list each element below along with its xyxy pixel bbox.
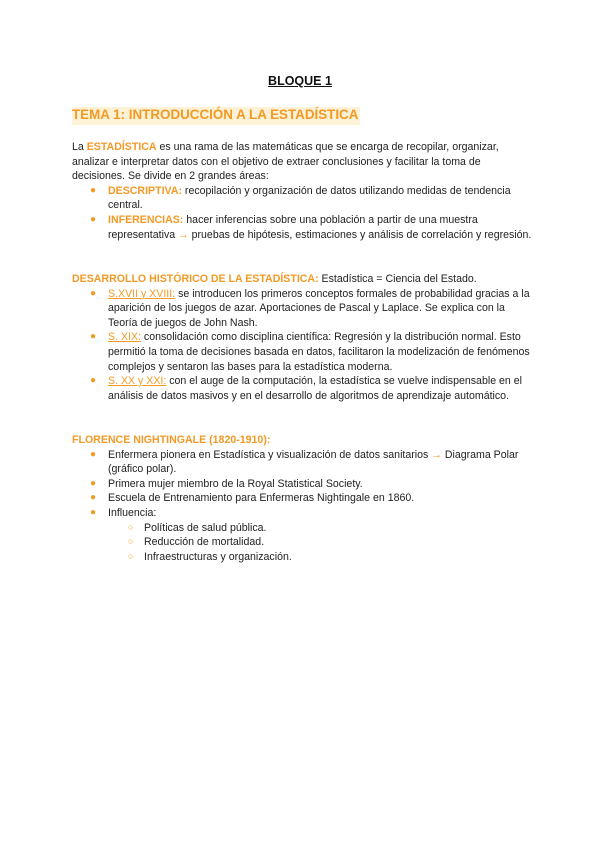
bullet-icon: ● (90, 287, 97, 299)
period-label: S. XIX: (108, 331, 141, 344)
list-item: ● Primera mujer miembro de la Royal Statistical Society. (90, 477, 363, 490)
list-item: ● DESCRIPTIVA: recopilación y organización de datos utilizando medidas de tendencia central. (90, 184, 511, 212)
list-item: ● Enfermera pionera en Estadística y visualización de datos sanitarios → Diagrama Polar (gráfico polar). (90, 448, 519, 476)
bullet-icon: ● (90, 448, 97, 460)
history-list (72, 287, 532, 404)
block-title: BLOQUE 1 (268, 74, 332, 88)
bullet-icon: ● (90, 477, 97, 489)
circle-bullet-icon: ○ (128, 521, 134, 532)
topic-title: TEMA 1: INTRODUCCIÓN A LA ESTADÍSTICA (72, 107, 360, 125)
bullet-icon: ● (90, 184, 97, 196)
intro-section (72, 140, 532, 242)
term: DESCRIPTIVA (108, 184, 179, 197)
nightingale-list (72, 448, 532, 521)
keyword-estadistica: ESTADÍSTICA (86, 141, 157, 153)
sub-list-item: ○ Políticas de salud pública. (128, 521, 267, 534)
areas-list (72, 184, 532, 242)
arrow-icon: → (431, 448, 442, 461)
circle-bullet-icon: ○ (128, 536, 134, 547)
arrow-icon: → (178, 228, 189, 241)
bullet-icon: ● (90, 331, 97, 343)
list-item: ● S. XIX: consolidación como disciplina científica: Regresión y la distribución normal. Esto permitió la toma de decisiones basada en datos, facilitaron la modelización de fenómenos complejos y sentaron las bases para la estadística moderna. (90, 331, 530, 373)
bullet-icon: ● (90, 375, 97, 387)
list-item: ● S.XVII y XVIII: se introducen los primeros conceptos formales de probabilidad gracias a la aparición de los juegos de azar. Aportaciones de Pascal y Laplace. Se explica con la Teoría de juegos de John Nash. (90, 287, 530, 329)
circle-bullet-icon: ○ (128, 550, 134, 561)
history-heading: DESARROLLO HISTÓRICO DE LA ESTADÍSTICA: Estadística = Ciencia del Estado. (72, 273, 477, 285)
list-item: ● Influencia: (90, 506, 157, 519)
history-section (72, 272, 532, 403)
bullet-icon: ● (90, 213, 97, 225)
sub-list-item: ○ Infraestructuras y organización. (128, 550, 292, 563)
period-label: S.XVII y XVIII: (108, 287, 176, 300)
period-label: S. XX y XXI: (108, 375, 167, 388)
list-item: ● INFERENCIAS: hacer inferencias sobre una población a partir de una muestra representativa → pruebas de hipótesis, estimaciones y análisis de correlación y regresión. (90, 213, 532, 241)
sub-list-item: ○ Reducción de mortalidad. (128, 536, 265, 549)
list-item: ● S. XX y XXI: con el auge de la computación, la estadística se vuelve indispensable en el análisis de datos masivos y en el desarrollo de algoritmos de aprendizaje automático. (90, 375, 523, 402)
term: INFERENCIAS: (108, 213, 184, 226)
list-item: ● Escuela de Entrenamiento para Enfermeras Nightingale en 1860. (90, 492, 415, 505)
bullet-icon: ● (90, 506, 97, 518)
influence-sublist (72, 521, 532, 565)
nightingale-heading: FLORENCE NIGHTINGALE (1820-1910): (72, 434, 271, 446)
intro-paragraph: La ESTADÍSTICA es una rama de las matemáticas que se encarga de recopilar, organizar, analizar e interpretar datos con el objetivo de extraer conclusiones y facilitar la toma de decisiones. Se divide en 2 grandes áreas: (72, 141, 499, 183)
bullet-icon: ● (90, 492, 97, 504)
nightingale-section (72, 433, 532, 564)
